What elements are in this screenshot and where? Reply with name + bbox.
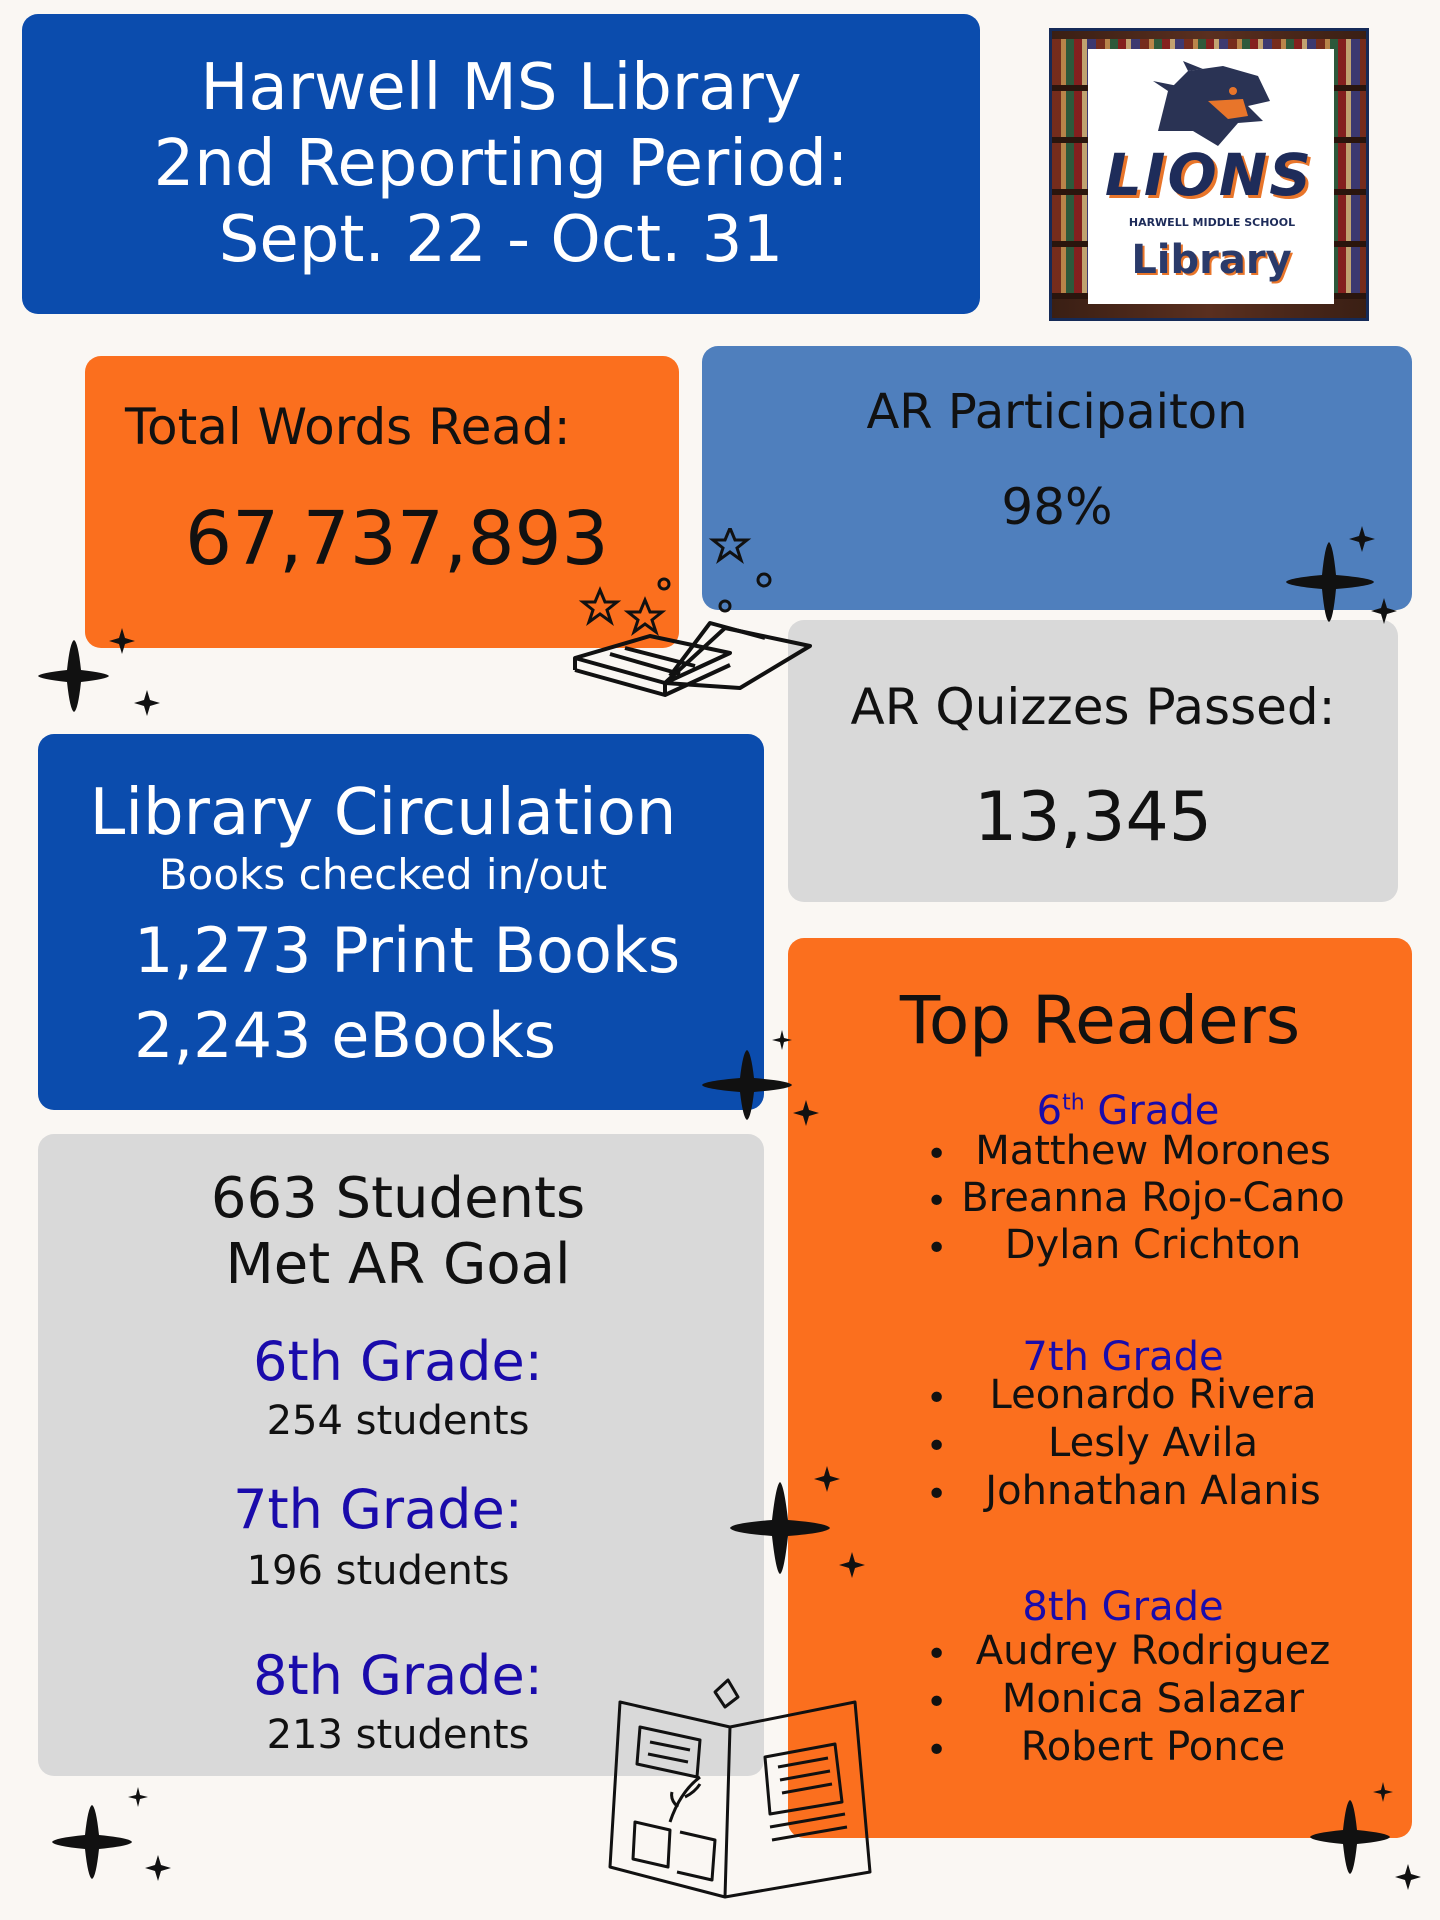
top-readers-title: Top Readers: [899, 982, 1301, 1059]
reader-name: Dylan Crichton: [1004, 1222, 1302, 1268]
goal-grade-6-count: 254 students: [266, 1398, 530, 1444]
header-period: 2nd Reporting Period:: [153, 127, 849, 201]
ar-participation-value: 98%: [1001, 478, 1113, 536]
goal-grade-7-count: 196 students: [246, 1548, 510, 1594]
header-dates: Sept. 22 - Oct. 31: [218, 203, 784, 277]
ar-quizzes-label: AR Quizzes Passed:: [850, 678, 1336, 736]
header-title: Harwell MS Library: [200, 51, 802, 125]
lion-head-icon: [1148, 61, 1278, 151]
ar-quizzes-card: [788, 620, 1398, 902]
circulation-card: [38, 734, 764, 1110]
top-grade-6-heading: 6th Grade: [1036, 1088, 1220, 1134]
bullet-icon: •: [926, 1228, 948, 1269]
sparkle-icon: [40, 1785, 190, 1905]
logo-school-text: HARWELL MIDDLE SCHOOL: [1128, 216, 1296, 229]
goal-grade-6-label: 6th Grade:: [253, 1330, 543, 1393]
goal-grade-8-label: 8th Grade:: [253, 1644, 543, 1707]
reader-name: Leonardo Rivera: [989, 1372, 1317, 1418]
journal-icon: [600, 1672, 885, 1912]
bullet-icon: •: [926, 1134, 948, 1175]
bullet-icon: •: [926, 1378, 948, 1419]
library-logo: [1049, 28, 1369, 321]
goal-grade-7-label: 7th Grade:: [233, 1478, 523, 1541]
bullet-icon: •: [926, 1730, 948, 1771]
circulation-subtitle: Books checked in/out: [158, 850, 608, 899]
bullet-icon: •: [926, 1682, 948, 1723]
ar-goal-label: Met AR Goal: [225, 1232, 571, 1297]
sparkle-icon: [1288, 1780, 1438, 1910]
bullet-icon: •: [926, 1474, 948, 1515]
reader-name: Johnathan Alanis: [985, 1468, 1321, 1514]
reader-name: Lesly Avila: [1048, 1420, 1258, 1466]
reader-name: Breanna Rojo-Cano: [961, 1175, 1345, 1221]
total-words-label: Total Words Read:: [125, 398, 571, 456]
top-grade-7-heading: 7th Grade: [1022, 1334, 1224, 1380]
sparkle-icon: [712, 1460, 872, 1590]
reader-name: Matthew Morones: [975, 1128, 1331, 1174]
goal-grade-8-count: 213 students: [266, 1712, 530, 1758]
ar-participation-label: AR Participaiton: [866, 384, 1248, 440]
reader-name: Robert Ponce: [1020, 1724, 1286, 1770]
ar-quizzes-value: 13,345: [974, 778, 1212, 857]
bullet-icon: •: [926, 1426, 948, 1467]
ar-goal-heading: [38, 1166, 758, 1298]
open-book-icon: [555, 528, 825, 728]
reader-name: Monica Salazar: [1001, 1676, 1305, 1722]
ar-goal-count: 663 Students: [210, 1166, 586, 1231]
logo-lions-text: LIONS: [1104, 141, 1314, 209]
reader-name: Audrey Rodriguez: [975, 1628, 1331, 1674]
sparkle-icon: [1262, 520, 1412, 640]
total-words-value: 67,737,893: [185, 496, 609, 582]
sparkle-icon: [690, 1030, 820, 1140]
bullet-icon: •: [926, 1634, 948, 1675]
sparkle-icon: [12, 610, 162, 730]
circulation-title: Library Circulation: [89, 776, 677, 850]
header-banner: [22, 14, 980, 314]
circulation-ebooks: 2,243 eBooks: [134, 999, 556, 1072]
logo-library-text: Library: [1131, 237, 1292, 283]
top-grade-8-heading: 8th Grade: [1022, 1584, 1224, 1630]
circulation-print: 1,273 Print Books: [134, 914, 681, 987]
bullet-icon: •: [926, 1181, 948, 1222]
